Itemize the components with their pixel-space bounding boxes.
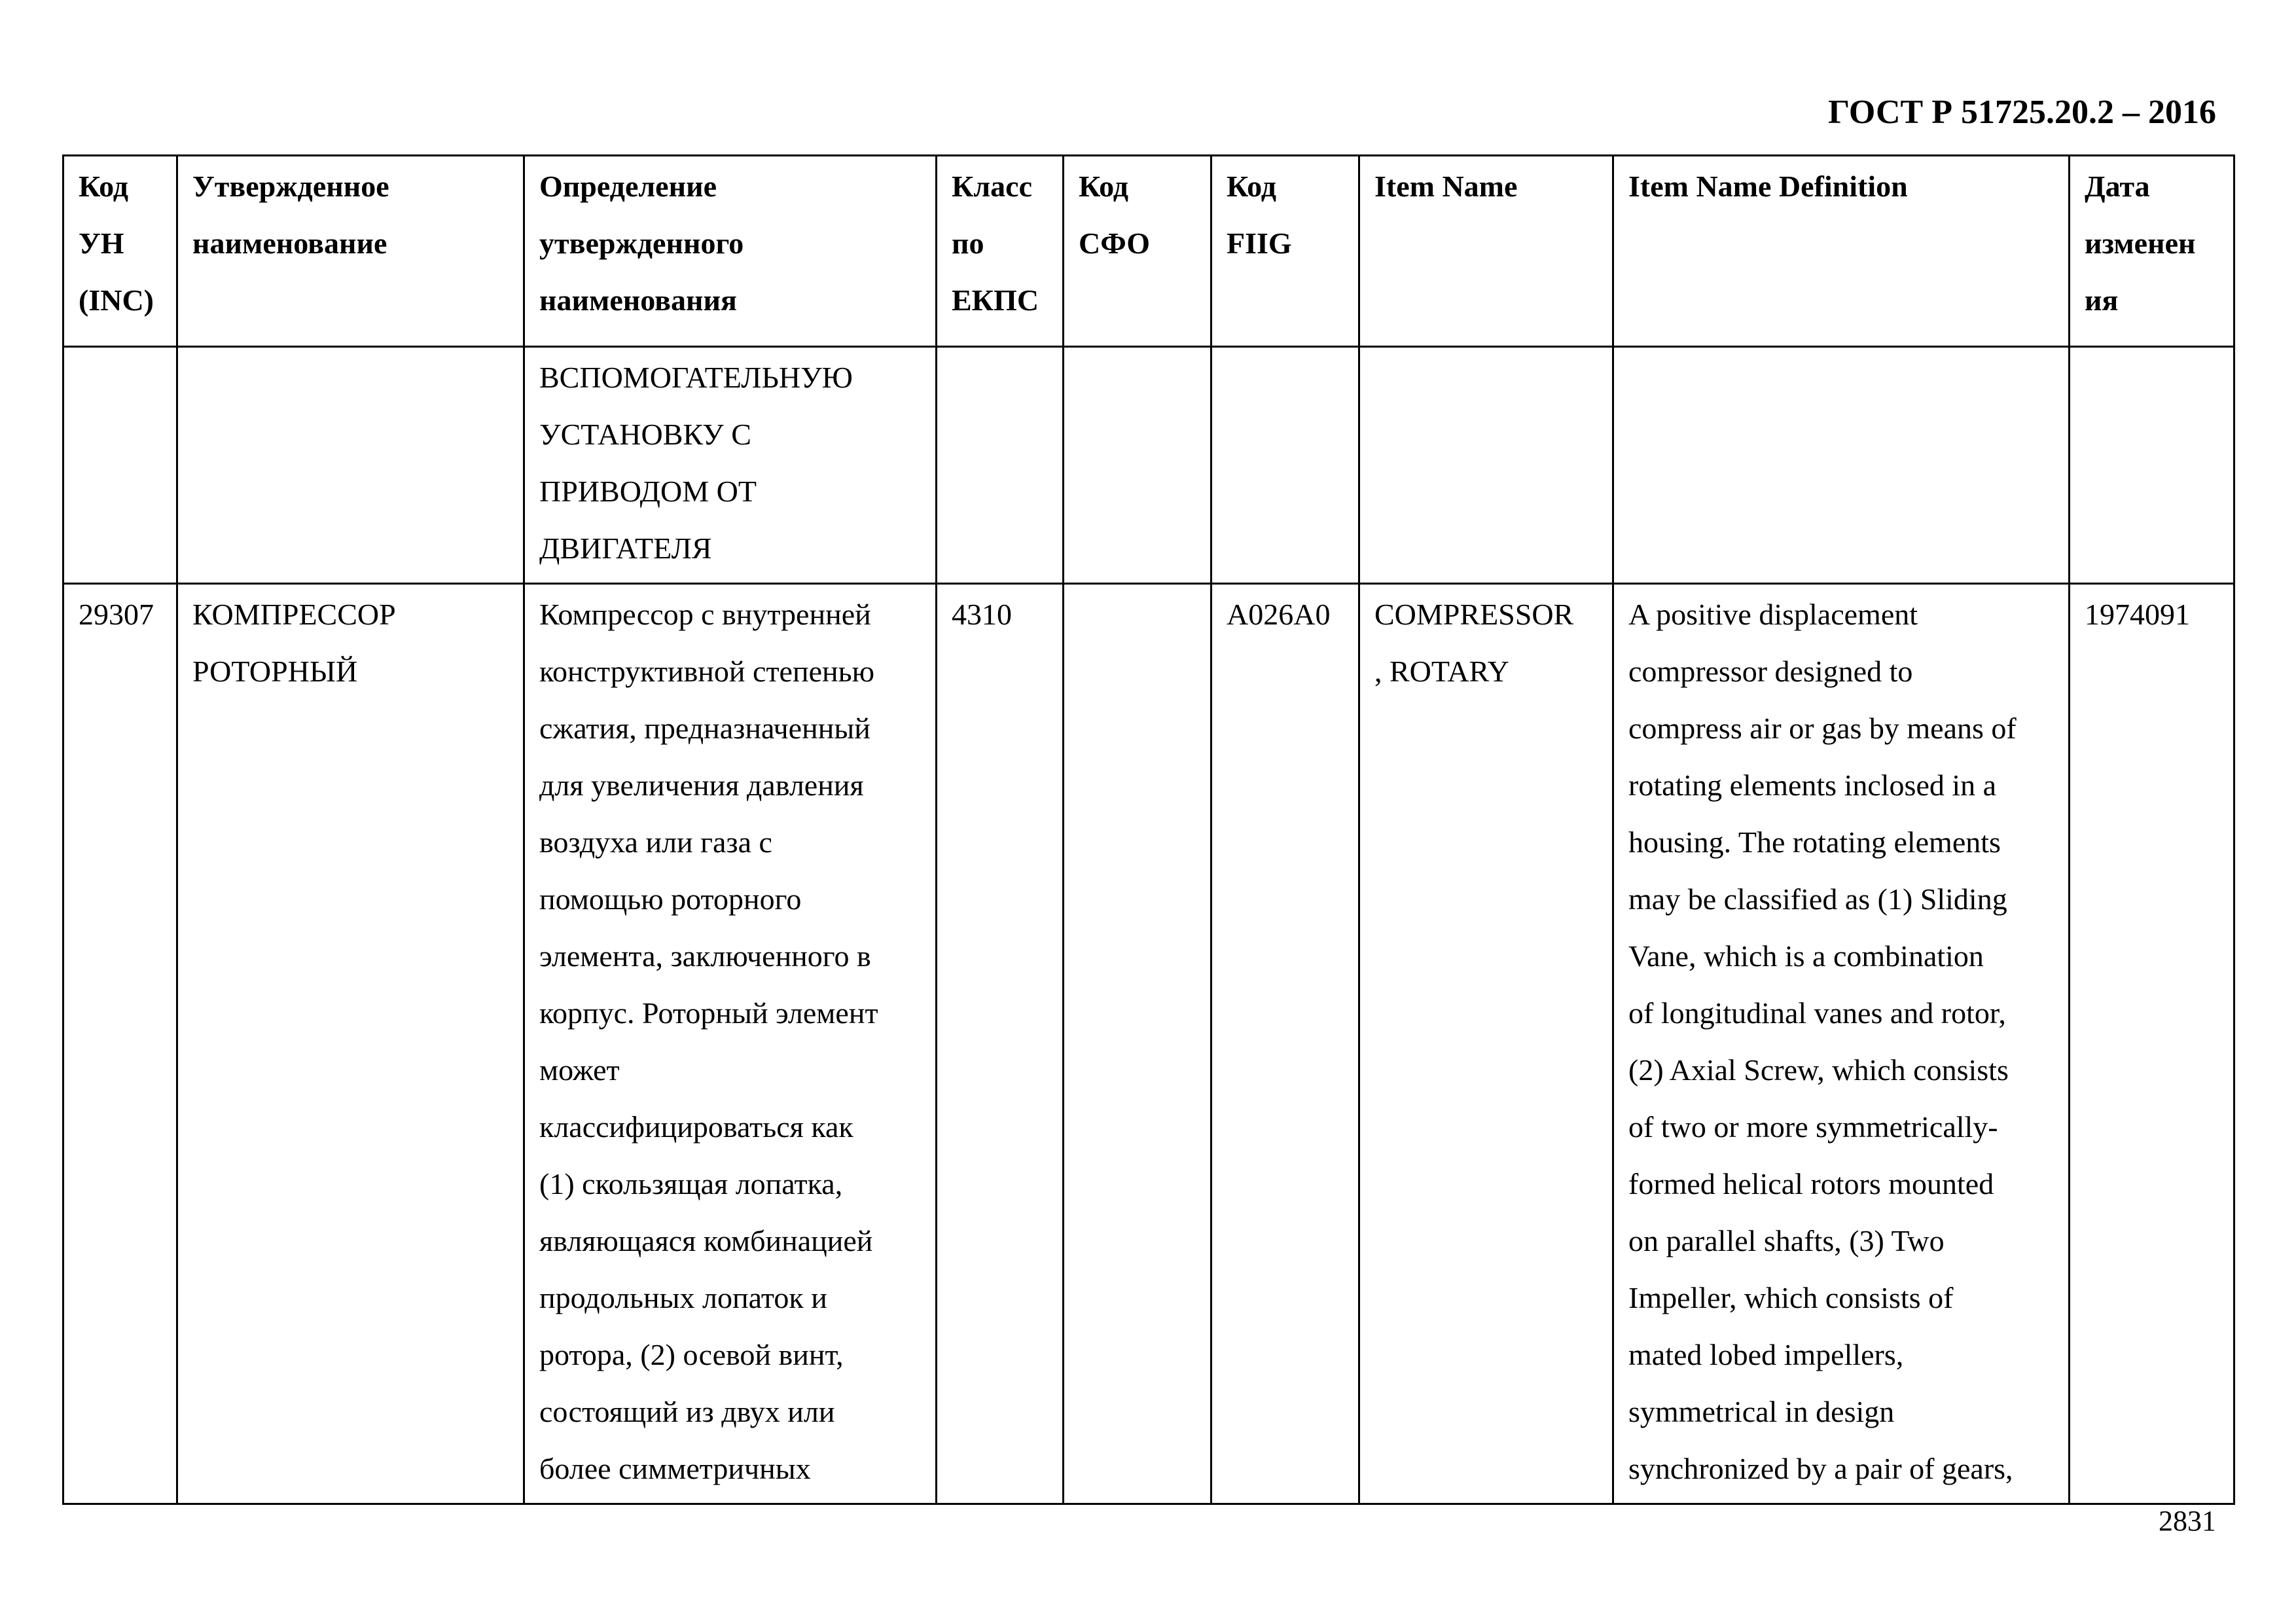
cell-line: сжатия, предназначенный: [539, 712, 870, 745]
cell-line: являющаяся комбинацией: [539, 1224, 873, 1257]
cell-item-name: [1359, 347, 1613, 584]
cell-line: ВСПОМОГАТЕЛЬНУЮ: [539, 361, 853, 394]
cell-line: продольных лопаток и: [539, 1281, 827, 1314]
cell-line: on parallel shafts, (3) Two: [1628, 1224, 1945, 1257]
cell-sfo-code: [1064, 584, 1211, 1504]
cell-line: symmetrical in design: [1628, 1395, 1895, 1428]
cell-line: воздуха или газа с: [539, 825, 772, 859]
cell-line: помощью роторного: [539, 882, 802, 916]
cell-change-date: [2070, 347, 2234, 584]
cell-fiig-code: [1211, 347, 1359, 584]
cell-line: ДВИГАТЕЛЯ: [539, 532, 712, 565]
cell-definition: [524, 347, 937, 584]
cell-sfo-code: [1064, 347, 1211, 584]
header-inc: Код УН (INC): [63, 156, 177, 347]
cell-line: Vane, which is a combination: [1628, 939, 1984, 973]
cell-line: РОТОРНЫЙ: [192, 655, 358, 688]
cell-line: более симметричных: [539, 1452, 811, 1485]
cell-line: корпус. Роторный элемент: [539, 996, 878, 1030]
document-code-header: ГОСТ Р 51725.20.2 – 2016: [1828, 94, 2216, 131]
cell-approved-name: [177, 584, 524, 1504]
cell-line: (1) скользящая лопатка,: [539, 1167, 843, 1200]
header-approved-name: Утвержденное наименование: [177, 156, 524, 347]
cell-line: COMPRESSOR: [1374, 598, 1574, 631]
cell-line: may be classified as (1) Sliding: [1628, 882, 2007, 916]
header-class: Класс по ЕКПС: [937, 156, 1064, 347]
cell-line: compressor designed to: [1628, 655, 1913, 688]
cell-inc: [63, 347, 177, 584]
nomenclature-table: [62, 154, 2235, 1505]
cell-line: состоящий из двух или: [539, 1395, 835, 1428]
cell-line: элемента, заключенного в: [539, 939, 871, 973]
cell-inc: 29307: [63, 584, 177, 1504]
cell-line: ротора, (2) осевой винт,: [539, 1338, 844, 1371]
cell-line: для увеличения давления: [539, 768, 864, 802]
cell-fiig-code: A026A0: [1211, 584, 1359, 1504]
header-definition: Определение утвержденного наименования: [524, 156, 937, 347]
header-sfo-code: Код СФО: [1064, 156, 1211, 347]
cell-line: of longitudinal vanes and rotor,: [1628, 996, 2006, 1030]
cell-line: mated lobed impellers,: [1628, 1338, 1904, 1371]
cell-line: классифицироваться как: [539, 1110, 853, 1144]
cell-line: housing. The rotating elements: [1628, 825, 2001, 859]
table-header-row: [63, 156, 2234, 347]
header-fiig-code: Код FIIG: [1211, 156, 1359, 347]
cell-definition: [524, 584, 937, 1504]
cell-class: [937, 347, 1064, 584]
cell-line: ПРИВОДОМ ОТ: [539, 475, 757, 508]
header-item-name-definition: Item Name Definition: [1613, 156, 2070, 347]
cell-line: может: [539, 1053, 620, 1087]
cell-line: , ROTARY: [1374, 655, 1509, 688]
cell-line: formed helical rotors mounted: [1628, 1167, 1994, 1200]
cell-item-name-definition: [1613, 347, 2070, 584]
table-row-continuation: [63, 347, 2234, 584]
header-item-name: Item Name: [1359, 156, 1613, 347]
cell-change-date: 1974091: [2070, 584, 2234, 1504]
cell-line: (2) Axial Screw, which consists: [1628, 1053, 2009, 1087]
cell-line: compress air or gas by means of: [1628, 712, 2017, 745]
cell-line: УСТАНОВКУ С: [539, 418, 751, 451]
header-change-date: Дата изменен ия: [2070, 156, 2234, 347]
cell-class: 4310: [937, 584, 1064, 1504]
cell-line: A positive displacement: [1628, 598, 1918, 631]
cell-line: rotating elements inclosed in a: [1628, 768, 1997, 802]
cell-item-name: [1359, 584, 1613, 1504]
page-number: 2831: [2159, 1505, 2216, 1537]
cell-line: synchronized by a pair of gears,: [1628, 1452, 2013, 1485]
cell-line: Компрессор с внутренней: [539, 598, 871, 631]
cell-item-name-definition: [1613, 584, 2070, 1504]
cell-approved-name: [177, 347, 524, 584]
cell-line: of two or more symmetrically-: [1628, 1110, 1998, 1144]
cell-line: Impeller, which consists of: [1628, 1281, 1954, 1314]
table-row: [63, 584, 2234, 1504]
cell-line: КОМПРЕССОР: [192, 598, 396, 631]
cell-line: конструктивной степенью: [539, 655, 874, 688]
